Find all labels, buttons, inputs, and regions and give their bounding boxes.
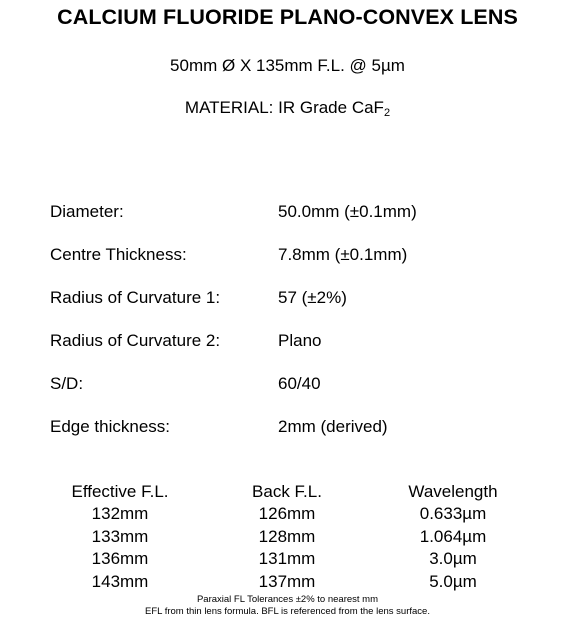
spec-label: Radius of Curvature 2:	[50, 331, 221, 350]
spec-label: Diameter:	[50, 202, 124, 221]
effective-fl-column	[35, 480, 205, 593]
spec-row-diameter	[0, 202, 575, 226]
material-line	[0, 98, 575, 118]
spec-label: Radius of Curvature 1:	[50, 288, 221, 307]
spec-value: 50.0mm (±0.1mm)	[278, 202, 417, 221]
table-cell: 136mm	[91, 549, 149, 568]
tolerance-note: Paraxial FL Tolerances ±2% to nearest mm	[196, 594, 379, 605]
table-cell: 143mm	[91, 571, 149, 591]
spec-label: S/D:	[50, 374, 84, 393]
lens-subtitle: 50mm Ø X 135mm F.L. @ 5µm	[170, 56, 405, 75]
spec-row-edge-thickness	[0, 417, 575, 441]
column-header: Wavelength	[408, 482, 498, 501]
back-fl-column	[202, 480, 372, 593]
table-cell: 0.633µm	[419, 504, 487, 523]
table-cell: 1.064µm	[419, 526, 487, 546]
spec-row-surface-quality	[0, 374, 575, 398]
page-title: CALCIUM FLUORIDE PLANO-CONVEX LENS	[57, 5, 518, 29]
spec-row-radius-1	[0, 288, 575, 312]
table-cell: 137mm	[258, 571, 316, 591]
spec-value: 57 (±2%)	[278, 288, 347, 307]
spec-value: 2mm (derived)	[278, 417, 388, 436]
wavelength-column	[368, 480, 538, 593]
material-text: MATERIAL: IR Grade CaF	[184, 98, 384, 117]
column-header: Back F.L.	[252, 482, 322, 501]
table-cell: 5.0µm	[429, 571, 477, 591]
spec-row-centre-thickness	[0, 245, 575, 269]
spec-value: 7.8mm (±0.1mm)	[278, 245, 408, 264]
table-cell: 131mm	[258, 549, 316, 568]
spec-label: Edge thickness:	[50, 417, 171, 436]
column-header: Effective F.L.	[71, 482, 169, 501]
spec-value: 60/40	[278, 374, 321, 393]
table-cell: 133mm	[91, 526, 149, 546]
table-cell: 126mm	[258, 504, 316, 523]
material-subscript: 2	[383, 107, 391, 119]
table-cell: 3.0µm	[429, 549, 477, 568]
table-cell: 132mm	[91, 504, 149, 523]
spec-value: Plano	[278, 331, 322, 350]
spec-label: Centre Thickness:	[50, 245, 187, 264]
reference-note: EFL from thin lens formula. BFL is referenced from the lens surface.	[145, 606, 430, 617]
spec-row-radius-2	[0, 331, 575, 355]
table-cell: 128mm	[258, 526, 316, 546]
